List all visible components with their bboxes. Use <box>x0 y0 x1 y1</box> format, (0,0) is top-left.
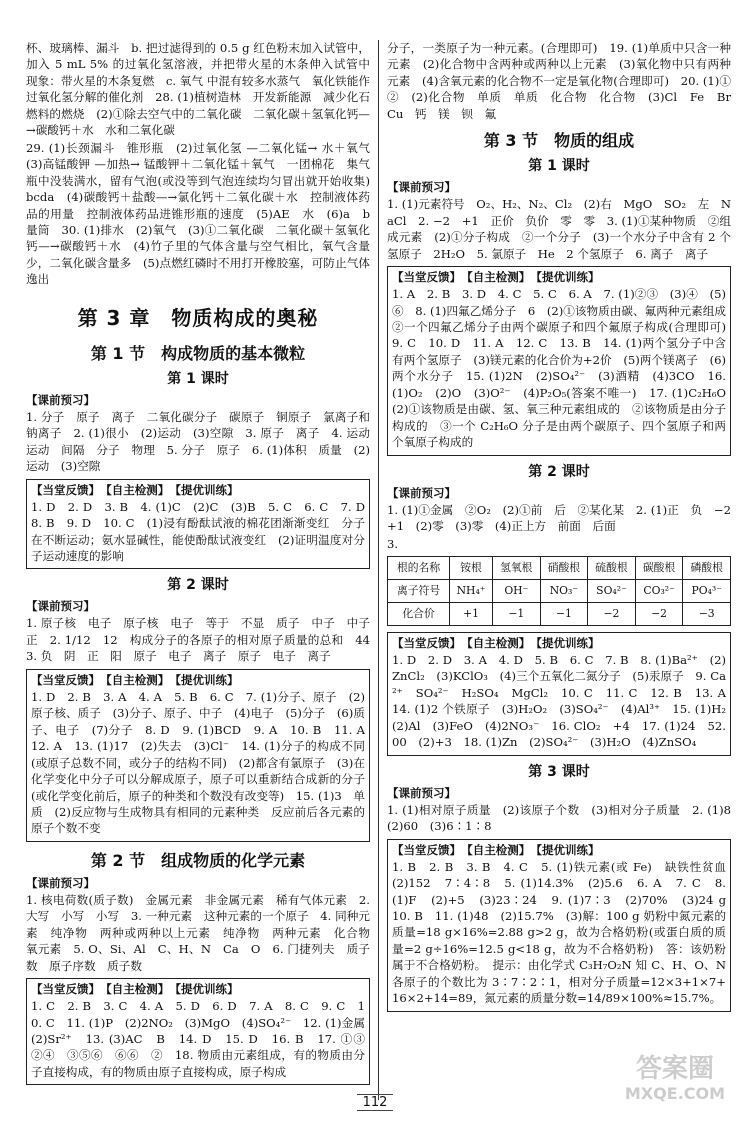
table-row <box>388 579 731 602</box>
lesson-title: 第 3 课时 <box>528 763 590 780</box>
answer-text: 1. (1)元素符号 O₂、H₂、N₂、Cl₂ (2)右 MgO SO₂ 左 NaCl 2. −2 +1 正价 负价 零 零 3. (1)①某种物质 ②组成元素 (2)①分子构成 ②一个分子 (3)一个水分子中含有 2 个氢原子 2H₂O 5. 氯原子 He 2 个氢原子 6. 离子 离子 <box>387 197 731 261</box>
answer-text: 1. D 2. D 3. B 4. (1)C (2)C (3)B 5. C 6. C 7. D 8. B 9. D 10. C (1)浸有酚酞试液的棉花团渐渐变红 分子在不断运动；氨水显碱性，能使酚酞试液变红 (2)证明温度对分子运动速度的影响 <box>31 499 377 563</box>
table-cell: 化合价 <box>388 602 450 625</box>
lesson-title: 第 2 课时 <box>167 577 229 594</box>
table-row <box>388 602 731 625</box>
feedback-tag: 【当堂反馈】 <box>392 635 461 650</box>
answer-text: 1. (1)相对原子质量 (2)该原子个数 (3)相对分子质量 2. (1)8 (2)60 (3)6∶1∶8 <box>387 802 743 834</box>
answer-text: 1. D 2. B 3. A 4. A 5. B 6. C 7. (1)分子、原子 (2)原子核、质子 (3)分子、原子、中子 (4)电子 (5)分子 (6)质子、电子 (7)分子 8. D 9. (1)BCD 9. A 10. B 11. A 12. A 13. (1)17 (2)失去 (3)Cl⁻ 14. (1)分子的构成不同(或原子总数不同，或分子的结构不同) (2)都含有氯原子 (3)在化学变化中分子可以分解成原子，原子可以重新结合成新的分子(或化学变化前后，原子的种类和个数没有改变等) 15. (1)3 单质 (2)反应物与生成物具有相同的元素种类 反应前后各元素的原子个数不变 <box>31 689 377 836</box>
answer-text: 29. (1)长颈漏斗 锥形瓶 (2)过氧化氢 —二氧化锰→ 水＋氧气 (3)高锰酸钾 —加热→ 锰酸钾＋二氧化锰＋氧气 一团棉花 集气瓶中没装满水，留有气泡(或没等到气泡连续均匀冒出就开始收集) bcda (4)碳酸钙＋盐酸—→氯化钙＋二氧化碳＋水 控制液体药品的用量 控制液体药品进锥形瓶的速度 (5)AE 水 (6)a b 量筒 30. (1)排水 (2)氧气 (3)①二氧化碳 二氧化碳＋氢氧化钙—→碳酸钙＋水 (4)竹子里的气体含量与空气相比，氧气含量少，二氧化碳含量多 (5)点燃红磷时不用打开橡胶塞，可防止气体逸出 <box>26 140 382 287</box>
table-cell: NH₄⁺ <box>450 579 493 602</box>
practice-tags <box>392 842 726 858</box>
answer-text: 1. (1)①金属 ②O₂ (2)①前 后 ②某化某 2. (1)正 负 −2 +1 (2)零 (3)零 (4)正上方 前面 后面 <box>387 502 743 534</box>
column-divider <box>378 40 379 1100</box>
answer-text: 1. C 2. B 3. C 4. A 5. D 6. D 7. A 8. C 9. C 10. C 11. (1)P (2)2NO₂ (3)MgO (4)SO₄²⁻ 12. (1)金属 (2)Sr²⁺ 13. (3)AC B 14. D 15. D 16. B 17. ①③ ②④ ③⑤⑥ ⑥⑥ ② 18. 物质由元素组成，有的物质由分子直接构成，有的物质由原子直接构成，原子构成 <box>31 999 377 1079</box>
page-number-text: 112 <box>357 1094 394 1111</box>
table-cell: −2 <box>588 602 636 625</box>
answer-text: 1. B 2. B 3. B 4. C 5. (1)铁元素(或 Fe) 缺铁性贫血 (2)152 7∶4∶8 5. (1)14.3% (2)5.6 6. A 7. C 8. (1)F (2)+5 (3)23∶24 9. (1)7∶3 (2)70% (3)24 g 10. B 11. (1)48 (2)15.7% (3)解：100 g 奶粉中氮元素的质量=18 g×16%=2.88 g>2 g，故为合格奶粉(或蛋白质的质量=2 g÷16%=12.5 g<18 g，故为不合格奶粉) 答：该奶粉属于不合格奶粉。 提示：由化学式 C₃H₇O₂N 知 C、H、O、N 各原子的个数比为 3∶7∶2∶1，相对分子质量=12×3+1×7+16×2+14=89，氮元素的质量分数=14/89×100%≈15.7%。 <box>392 859 738 1006</box>
lesson-title: 第 2 课时 <box>528 463 590 480</box>
feedback-tag: 【当堂反馈】 <box>31 672 100 687</box>
table-cell: 氢氧根 <box>493 556 541 579</box>
table-cell: 离子符号 <box>388 579 450 602</box>
table-cell: SO₄²⁻ <box>588 579 636 602</box>
answer-text: 1. 分子 原子 离子 二氧化碳分子 碳原子 铜原子 氯离子和钠离子 2. (1)很小 (2)运动 (3)空隙 3. 原子 离子 4. 运动 运动 间隔 分子 物理 5. 分子 原子 6. (1)体积 质量 (2)运动 (3)空隙 <box>26 409 382 474</box>
self-check-tag: 【自主检测】 <box>106 482 170 497</box>
practice-box <box>387 632 738 756</box>
practice-tags <box>392 635 726 651</box>
table-cell: 铵根 <box>450 556 493 579</box>
answer-text: 分子，一类原子为一种元素。(合理即可) 19. (1)单质中只含一种元素 (2)化合物中含两种或两种以上元素 (3)氧化物中只有两种元素 (4)含氧元素的化合物不一定是氧化物(合理即可) 20. (1)① ② (2)化合物 单质 单质 化合物 化合物 (3)Cl Fe Br Cu 钙 镁 钡 氟 <box>387 41 743 121</box>
self-check-tag: 【自主检测】 <box>106 672 170 687</box>
preview-tag: 【课前预习】 <box>26 875 95 890</box>
lesson-title: 第 1 课时 <box>528 158 590 175</box>
practice-tags <box>31 672 365 688</box>
self-check-tag: 【自主检测】 <box>467 270 531 285</box>
table-cell: −2 <box>635 602 683 625</box>
left-column <box>26 40 382 1090</box>
answer-text: 1. 原子核 电子 原子核 电子 等于 不显 质子 中子 中子 正 2. 1/12 12 构成分子的各原子的相对原子质量的总和 44 3. 负 阴 正 阳 原子 电子 离子 原子 电子 离子 <box>26 616 382 664</box>
advanced-tag: 【提优训练】 <box>536 635 600 650</box>
preview-tag: 【课前预习】 <box>387 785 456 800</box>
feedback-tag: 【当堂反馈】 <box>31 482 100 497</box>
watermark-line1: 答案圈 <box>635 1054 715 1084</box>
table-cell: −3 <box>683 602 731 625</box>
table-cell: −1 <box>493 602 541 625</box>
feedback-tag: 【当堂反馈】 <box>31 982 100 997</box>
table-cell: 碳酸根 <box>635 556 683 579</box>
table-cell: 硝酸根 <box>540 556 588 579</box>
table-cell: NO₃⁻ <box>540 579 588 602</box>
practice-box <box>387 266 738 456</box>
answer-text: 1. A 2. B 3. D 4. C 5. C 6. A 7. (1)②③ (3)④ (5)⑥ 8. (1)四氟乙烯分子 6 (2)①该物质由碳、氟两种元素组成 ②一个四氟乙烯分子由两个碳原子和四个氟原子构成(合理即可) 9. C 10. D 11. A 12. C 13. B 14. (1)两个氢分子中含有两个氢原子 (3)镁元素的化合价为+2价 (5)两个镁离子 (6)两个水分子 15. (1)2N (2)SO₄²⁻ (3)酒精 (4)3CO 16. (1)O₂ (2)O (3)O²⁻ (4)P₂O₅(答案不唯一) 17. (1)C₂H₆O (2)①该物质是由碳、氢、氧三种元素组成的 ②该物质是由分子构成的 ③一个 C₂H₆O 分子是由两个碳原子、四个氢原子和两个氧原子构成的 <box>392 287 738 450</box>
table-cell: PO₄³⁻ <box>683 579 731 602</box>
lesson-title: 第 1 课时 <box>167 370 229 387</box>
advanced-tag: 【提优训练】 <box>536 270 600 285</box>
preview-tag: 【课前预习】 <box>26 392 95 407</box>
table-cell: 硫酸根 <box>588 556 636 579</box>
feedback-tag: 【当堂反馈】 <box>392 270 461 285</box>
section-title: 第 2 节 组成物质的化学元素 <box>90 850 306 870</box>
self-check-tag: 【自主检测】 <box>106 982 170 997</box>
table-cell: +1 <box>450 602 493 625</box>
advanced-tag: 【提优训练】 <box>536 842 600 857</box>
practice-box <box>26 669 377 842</box>
answer-page <box>26 40 743 1100</box>
answer-text: 1. D 2. D 3. A 4. D 5. B 6. C 7. B 8. (1)Ba²⁺ (2)ZnCl₂ (3)KClO₃ (4)三个五氧化二氮分子 (5)汞原子 9. Ca²⁺ SO₄²⁻ H₂SO₄ MgCl₂ 10. C 11. C 12. B 13. A 14. (1)2 个铁原子 (3)H₂O₂ (3)SO₄²⁻ (4)Al³⁺ 15. (1)H₂ (2)Al (3)FeO (4)2NO₃⁻ 16. ClO₂ +4 17. (1)24 52.00 (2)+3 18. (1)Zn (2)SO₄²⁻ (3)H₂O (4)ZnSO₄ <box>392 652 738 750</box>
self-check-tag: 【自主检测】 <box>467 635 531 650</box>
table-cell: CO₃²⁻ <box>635 579 683 602</box>
watermark-logo <box>610 1047 740 1107</box>
table-cell: 磷酸根 <box>683 556 731 579</box>
table-cell: 根的名称 <box>388 556 450 579</box>
preview-tag: 【课前预习】 <box>26 599 95 614</box>
preview-tag: 【课前预习】 <box>387 180 456 195</box>
practice-box <box>26 978 377 1085</box>
self-check-tag: 【自主检测】 <box>467 842 531 857</box>
practice-tags <box>31 482 365 498</box>
table-cell: OH⁻ <box>493 579 541 602</box>
answer-text: 1. 核电荷数(质子数) 金属元素 非金属元素 稀有气体元素 2. 大写 小写 小写 3. 一种元素 这种元素的一个原子 4. 同种元素 纯净物 两种或两种以上元素 纯净物 两种元素 化合物 氧元素 5. O、Si、Al C、H、N Ca O 6. 门捷列夫 质子数 原子序数 质子数 <box>26 892 382 973</box>
practice-tags <box>31 981 365 997</box>
practice-box <box>26 479 377 570</box>
question-number: 3. <box>387 536 399 551</box>
advanced-tag: 【提优训练】 <box>175 672 239 687</box>
preview-tag: 【课前预习】 <box>387 485 456 500</box>
advanced-tag: 【提优训练】 <box>175 482 239 497</box>
table-cell: −1 <box>540 602 588 625</box>
practice-tags <box>392 269 726 285</box>
radical-table <box>387 556 731 626</box>
table-row <box>388 556 731 579</box>
section-title: 第 1 节 构成物质的基本微粒 <box>90 343 306 363</box>
practice-box <box>387 839 738 1012</box>
section-title: 第 3 节 物质的组成 <box>483 131 635 151</box>
watermark-line2: MXQE.COM <box>624 1084 726 1103</box>
answer-text: 杯、玻璃棒、漏斗 b. 把过滤得到的 0.5 g 红色粉末加入试管中，加入 5 mL 5% 的过氧化氢溶液，并把带火星的木条伸入试管中 现象：带火星的木条复燃 c. 氧气 中混有较多水蒸气 氧化铁能作过氧化氢分解的催化剂 28. (1)植树造林 开发新能源 减少化石燃料的燃烧 (2)①除去空气中的二氧化碳 二氧化碳＋氢氧化钙—→碳酸钙＋水 水和二氧化碳 <box>26 41 382 138</box>
feedback-tag: 【当堂反馈】 <box>392 842 461 857</box>
right-column <box>387 40 743 1017</box>
advanced-tag: 【提优训练】 <box>175 982 239 997</box>
chapter-title: 第 3 章 物质构成的奥秘 <box>77 305 319 330</box>
